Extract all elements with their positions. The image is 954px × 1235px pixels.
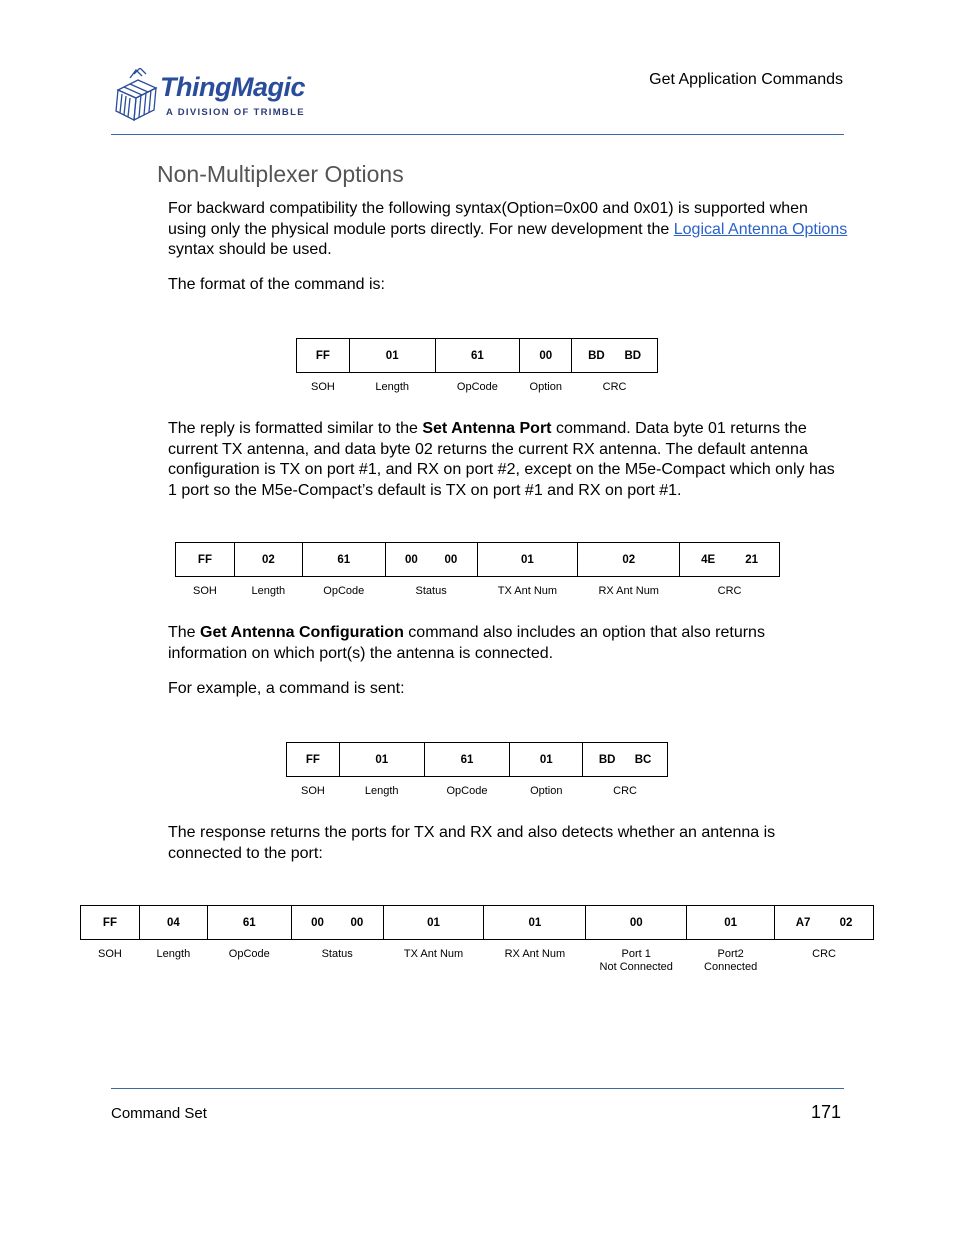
byte-crc — [583, 743, 668, 777]
status-hi: 00 — [311, 916, 324, 929]
caption: TX Ant Num — [497, 585, 558, 597]
byte-rx-ant: 01 — [484, 906, 586, 940]
logo-subtitle: A DIVISION OF TRIMBLE — [166, 107, 305, 118]
crc-lo: 02 — [839, 916, 853, 929]
byte-opcode: 61 — [302, 543, 385, 577]
byte-option: 00 — [520, 339, 572, 373]
caption: SOH — [193, 585, 217, 597]
paragraph-example: For example, a command is sent: — [168, 680, 405, 697]
paragraph-format: The format of the command is: — [168, 276, 385, 293]
caption: Length — [251, 585, 286, 597]
caption: Status — [415, 585, 447, 597]
crc-lo: BD — [624, 349, 642, 362]
byte-crc — [572, 339, 658, 373]
byte-option: 01 — [510, 743, 583, 777]
status-lo: 00 — [350, 916, 364, 929]
byte-soh: FF — [81, 906, 140, 940]
table-row — [287, 743, 668, 777]
crc-lo: 21 — [745, 553, 758, 566]
footer-chapter: Command Set — [111, 1105, 207, 1122]
crc-hi: BD — [588, 349, 605, 362]
p1-text-b: syntax should be used. — [168, 241, 332, 258]
logical-antenna-options-link[interactable]: Logical Antenna Options — [673, 220, 848, 238]
caption: OpCode — [323, 585, 365, 597]
set-antenna-port-term: Set Antenna Port — [422, 420, 552, 437]
caption: SOH — [311, 381, 335, 393]
p4-text-b: command also includes an option that also returns information on which port(s) the antenna is connected. — [168, 624, 765, 662]
byte-status — [385, 543, 477, 577]
byte-length: 02 — [234, 543, 302, 577]
crc-hi: BD — [598, 753, 616, 766]
paragraph-response: The response returns the ports for TX and RX and also detects whether an antenna is connected to the port: — [168, 824, 776, 862]
caption: CRC — [717, 585, 742, 597]
byte-port1: 00 — [586, 906, 687, 940]
byte-soh: FF — [176, 543, 235, 577]
byte-opcode: 61 — [435, 339, 520, 373]
example-command-table — [286, 742, 668, 799]
byte-crc — [775, 906, 874, 940]
caption: Option — [529, 381, 562, 393]
caption: OpCode — [446, 785, 488, 797]
caption: Status — [321, 948, 353, 960]
caption: Length — [375, 381, 410, 393]
byte-port2: 01 — [687, 906, 775, 940]
p1-text-a: For backward compatibility the following syntax(Option=0x00 and 0x01) is supported when using only the physical module ports directly. For new development the — [168, 200, 808, 238]
table-row — [287, 777, 668, 800]
caption: CRC — [602, 381, 627, 393]
byte-soh: FF — [287, 743, 340, 777]
paragraph-reply — [168, 419, 840, 501]
response-packet-table — [80, 905, 874, 975]
logo-cube-icon — [112, 68, 162, 124]
byte-tx-ant: 01 — [477, 543, 578, 577]
header-rule — [111, 134, 844, 135]
paragraph-compat — [168, 199, 848, 261]
table-row — [176, 543, 780, 577]
table-row — [81, 940, 874, 976]
table-row — [297, 339, 658, 373]
byte-opcode: 61 — [207, 906, 291, 940]
caption: CRC — [613, 785, 637, 797]
byte-soh: FF — [297, 339, 350, 373]
caption: RX Ant Num — [504, 948, 566, 960]
status-lo: 00 — [444, 553, 458, 566]
section-title: Non-Multiplexer Options — [157, 161, 404, 187]
byte-status — [291, 906, 383, 940]
table-row — [81, 906, 874, 940]
caption: OpCode — [456, 381, 498, 393]
status-hi: 00 — [405, 553, 418, 566]
caption: SOH — [301, 785, 325, 797]
crc-lo: BC — [634, 753, 652, 766]
command-packet-table — [296, 338, 658, 395]
footer-rule — [111, 1088, 844, 1089]
caption: RX Ant Num — [598, 585, 659, 597]
byte-rx-ant: 02 — [578, 543, 680, 577]
paragraph-get-antenna-config — [168, 623, 833, 664]
byte-length: 01 — [339, 743, 424, 777]
caption: Option — [530, 785, 563, 797]
byte-length: 01 — [349, 339, 435, 373]
caption: Length — [156, 948, 191, 960]
reply-packet-table — [175, 542, 780, 599]
byte-opcode: 61 — [424, 743, 510, 777]
logo-wordmark: ThingMagic — [160, 72, 305, 102]
page-number: 171 — [810, 1102, 841, 1122]
p4-text-a: The — [168, 624, 201, 641]
caption: Port2 Connected — [704, 948, 758, 973]
caption: Port 1 Not Connected — [599, 948, 673, 973]
byte-crc — [680, 543, 780, 577]
caption: CRC — [812, 948, 836, 960]
byte-tx-ant: 01 — [383, 906, 484, 940]
table-row — [176, 577, 780, 600]
caption: SOH — [98, 948, 122, 960]
caption: OpCode — [228, 948, 270, 960]
crc-hi: A7 — [795, 916, 811, 929]
p3-text-b: command. Data byte 01 returns the current TX antenna, and data byte 02 returns the current RX antenna. The default antenna configuration is TX on port #1, and RX on port #2, except on the M5e-Compact which only has 1 port so the M5e-Compact’s default is TX on port #1 and RX on port #1. — [168, 420, 835, 499]
caption: TX Ant Num — [403, 948, 464, 960]
p3-text-a: The reply is formatted similar to the — [168, 420, 423, 437]
get-antenna-configuration-term: Get Antenna Configuration — [200, 624, 404, 641]
crc-hi: 4E — [701, 553, 716, 566]
table-row — [297, 373, 658, 396]
running-header: Get Application Commands — [649, 71, 843, 88]
caption: Length — [364, 785, 399, 797]
byte-length: 04 — [139, 906, 207, 940]
